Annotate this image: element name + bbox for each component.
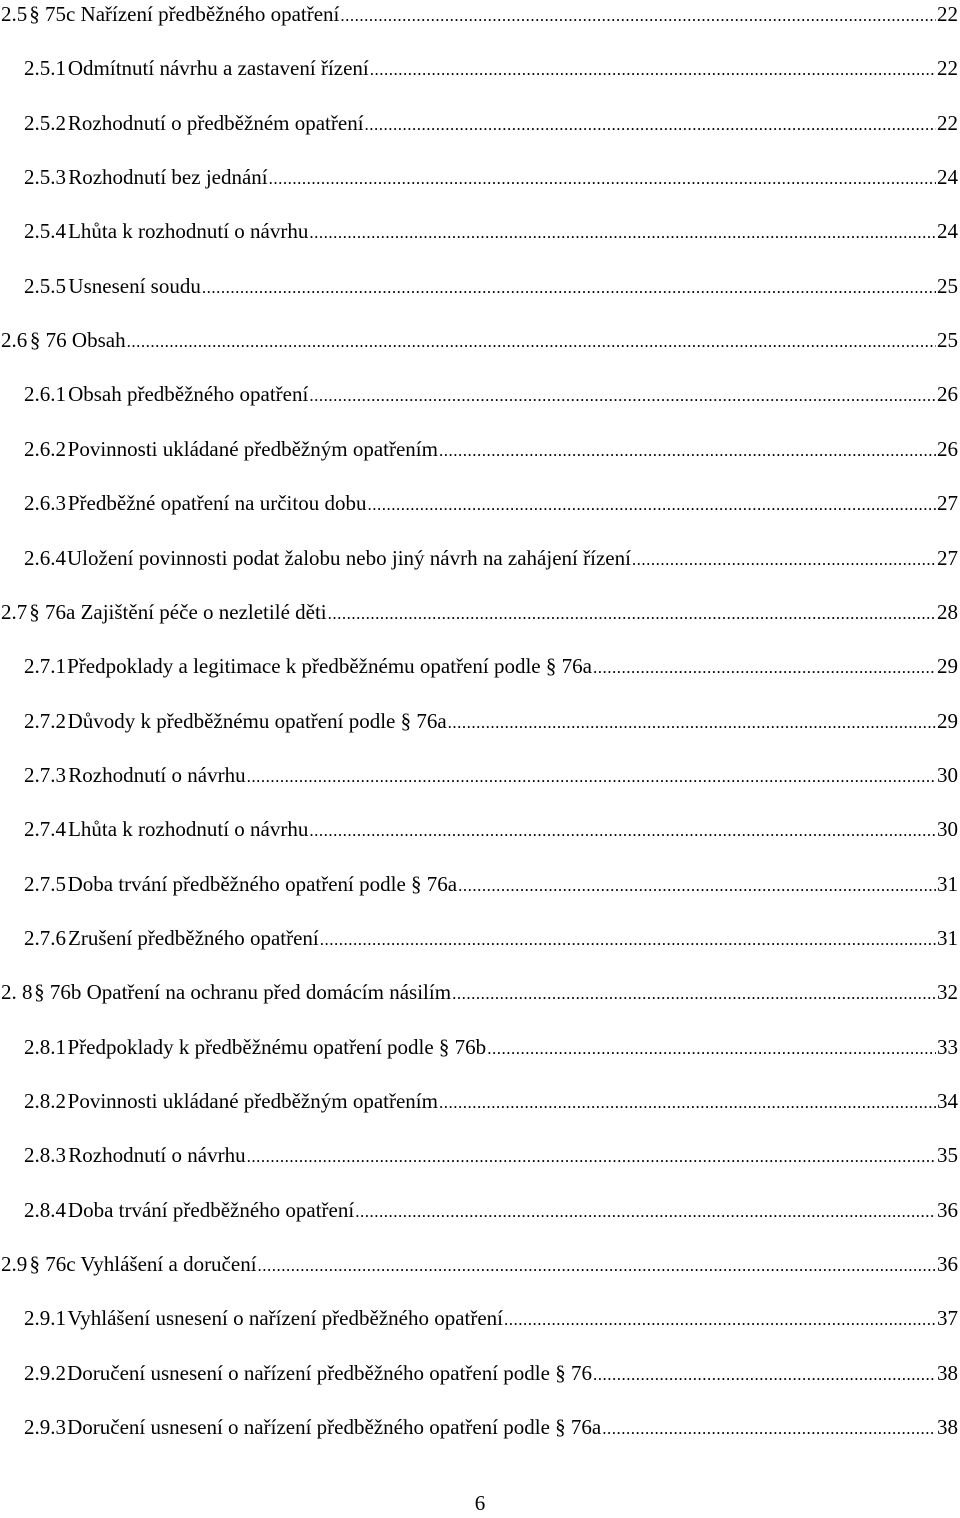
toc-entry-page: 26 bbox=[937, 382, 958, 407]
toc-entry[interactable] bbox=[0, 760, 958, 790]
toc-entry-page: 28 bbox=[937, 599, 958, 624]
toc-entry-number: 2.6.3 bbox=[24, 491, 66, 516]
toc-entry-number: 2. 8 bbox=[1, 980, 33, 1005]
toc-entry[interactable] bbox=[0, 488, 958, 518]
toc-dot-leader bbox=[269, 164, 936, 194]
toc-entry-page: 35 bbox=[937, 1143, 958, 1168]
toc-entry[interactable] bbox=[0, 651, 958, 681]
toc-entry-title: Lhůta k rozhodnutí o návrhu bbox=[68, 219, 309, 244]
toc-entry-page: 36 bbox=[937, 1197, 958, 1222]
toc-entry-page: 38 bbox=[937, 1415, 958, 1440]
toc-entry-page: 27 bbox=[937, 491, 958, 516]
toc-entry-title: Povinnosti ukládané předběžným opatřením bbox=[67, 1089, 438, 1113]
toc-entry[interactable] bbox=[0, 1086, 958, 1116]
toc-entry-title: Doba trvání předběžného opatření podle § 76a bbox=[67, 871, 458, 896]
toc-entry-page: 24 bbox=[937, 165, 958, 190]
toc-entry-title: Odmítnutí návrhu a zastavení řízení bbox=[67, 56, 369, 81]
toc-dot-leader bbox=[365, 110, 936, 140]
toc-entry[interactable] bbox=[0, 434, 958, 464]
toc-entry-page: 27 bbox=[937, 545, 958, 570]
toc-entry-page: 29 bbox=[937, 708, 958, 733]
toc-entry-title: § 76a Zajištění péče o nezletilé děti bbox=[29, 599, 327, 624]
toc-entry-number: 2.6.2 bbox=[24, 436, 66, 461]
toc-dot-leader bbox=[328, 599, 936, 629]
toc-dot-leader bbox=[504, 1305, 936, 1335]
toc-entry[interactable] bbox=[0, 53, 958, 83]
toc-entry-number: 2.7 bbox=[1, 599, 28, 624]
toc-dot-leader bbox=[439, 1088, 936, 1118]
toc-entry-page: 31 bbox=[937, 871, 958, 896]
toc-dot-leader bbox=[320, 925, 936, 955]
toc-dot-leader bbox=[632, 545, 936, 575]
toc-entry-title: § 76 Obsah bbox=[29, 328, 126, 353]
toc-entry-title: Lhůta k rozhodnutí o návrhu bbox=[68, 817, 309, 842]
toc-dot-leader bbox=[439, 436, 936, 466]
toc-entry-number: 2.8.1 bbox=[24, 1034, 66, 1059]
toc-dot-leader bbox=[602, 1414, 936, 1444]
toc-entry-page: 22 bbox=[937, 2, 958, 26]
toc-entry-page: 30 bbox=[937, 817, 958, 842]
toc-entry-page: 24 bbox=[937, 219, 958, 244]
toc-entry-page: 36 bbox=[937, 1252, 958, 1276]
toc-entry-number: 2.9 bbox=[1, 1252, 28, 1276]
toc-entry-number: 2.6 bbox=[1, 328, 28, 353]
toc-dot-leader bbox=[593, 653, 936, 683]
toc-entry-title: Důvody k předběžnému opatření podle § 76a bbox=[67, 708, 447, 733]
toc-entry[interactable] bbox=[0, 108, 958, 138]
toc-entry-page: 29 bbox=[937, 654, 958, 679]
toc-entry[interactable] bbox=[0, 923, 958, 953]
toc-entry-number: 2.8.2 bbox=[24, 1089, 66, 1113]
toc-entry-number: 2.5.4 bbox=[24, 219, 66, 244]
page-number: 6 bbox=[474, 1491, 486, 1515]
toc-dot-leader bbox=[367, 490, 936, 520]
toc-entry-title: Předpoklady a legitimace k předběžnému opatření podle § 76a bbox=[67, 654, 592, 679]
toc-dot-leader bbox=[448, 708, 936, 738]
toc-entry[interactable] bbox=[0, 216, 958, 246]
toc-entry-title: Usnesení soudu bbox=[68, 273, 201, 298]
toc-entry-title: Uložení povinnosti podat žalobu nebo jiný návrh na zahájení řízení bbox=[67, 545, 631, 570]
toc-entry[interactable] bbox=[0, 597, 958, 627]
toc-entry[interactable] bbox=[0, 706, 958, 736]
toc-entry[interactable] bbox=[0, 543, 958, 573]
toc-entry-number: 2.7.3 bbox=[24, 762, 66, 787]
toc-entry[interactable] bbox=[0, 1412, 958, 1442]
toc-dot-leader bbox=[370, 55, 936, 85]
toc-dot-leader bbox=[309, 816, 936, 846]
toc-entry[interactable] bbox=[0, 814, 958, 844]
toc-entry-title: Předběžné opatření na určitou dobu bbox=[67, 491, 367, 516]
toc-dot-leader bbox=[340, 1, 936, 31]
toc-entry-number: 2.6.4 bbox=[24, 545, 66, 570]
toc-entry[interactable] bbox=[0, 1195, 958, 1225]
toc-entry-title: Doručení usnesení o nařízení předběžného opatření podle § 76a bbox=[67, 1415, 602, 1440]
toc-dot-leader bbox=[593, 1360, 936, 1390]
toc-entry-number: 2.6.1 bbox=[24, 382, 66, 407]
toc-entry-number: 2.7.1 bbox=[24, 654, 66, 679]
toc-entry-number: 2.5 bbox=[1, 2, 28, 26]
toc-entry-title: Vyhlášení usnesení o nařízení předběžného opatření bbox=[67, 1306, 504, 1331]
toc-entry-number: 2.8.3 bbox=[24, 1143, 66, 1168]
toc-entry-title: Rozhodnutí o předběžném opatření bbox=[67, 110, 364, 135]
toc-entry[interactable] bbox=[0, 379, 958, 409]
toc-entry[interactable] bbox=[0, 1303, 958, 1333]
toc-entry-page: 37 bbox=[937, 1306, 958, 1331]
toc-entry[interactable] bbox=[0, 325, 958, 355]
toc-entry-title: Obsah předběžného opatření bbox=[68, 382, 309, 407]
toc-entry-number: 2.7.2 bbox=[24, 708, 66, 733]
toc-entry-page: 31 bbox=[937, 926, 958, 950]
toc-entry-title: Rozhodnutí bez jednání bbox=[68, 165, 268, 190]
toc-entry[interactable] bbox=[0, 1140, 958, 1170]
toc-entry[interactable] bbox=[0, 977, 958, 1007]
toc-entry[interactable] bbox=[0, 1032, 958, 1062]
toc-entry-page: 25 bbox=[937, 273, 958, 298]
toc-entry[interactable] bbox=[0, 271, 958, 301]
toc-entry-page: 34 bbox=[937, 1089, 958, 1113]
toc-entry-page: 32 bbox=[937, 980, 958, 1005]
toc-entry[interactable] bbox=[0, 869, 958, 899]
toc-entry-number: 2.5.2 bbox=[24, 110, 66, 135]
toc-entry-page: 38 bbox=[937, 1360, 958, 1385]
toc-entry-number: 2.7.5 bbox=[24, 871, 66, 896]
toc-entry-number: 2.5.5 bbox=[24, 273, 66, 298]
toc-entry[interactable] bbox=[0, 1249, 958, 1279]
toc-entry-page: 22 bbox=[937, 110, 958, 135]
toc-dot-leader bbox=[452, 979, 936, 1009]
toc-entry-number: 2.9.1 bbox=[24, 1306, 66, 1331]
toc-dot-leader bbox=[258, 1251, 936, 1281]
toc-dot-leader bbox=[355, 1197, 936, 1227]
toc-dot-leader bbox=[247, 762, 936, 792]
toc-entry-title: § 75c Nařízení předběžného opatření bbox=[29, 2, 340, 26]
toc-entry-page: 33 bbox=[937, 1034, 958, 1059]
toc-entry-title: § 76b Opatření na ochranu před domácím násilím bbox=[34, 980, 452, 1005]
toc-entry-title: Doručení usnesení o nařízení předběžného opatření podle § 76 bbox=[67, 1360, 592, 1385]
toc-entry-number: 2.8.4 bbox=[24, 1197, 66, 1222]
toc-entry-number: 2.7.4 bbox=[24, 817, 66, 842]
toc-entry-number: 2.5.1 bbox=[24, 56, 66, 81]
toc-dot-leader bbox=[202, 273, 936, 303]
toc-entry-title: Doba trvání předběžného opatření bbox=[67, 1197, 355, 1222]
toc-dot-leader bbox=[247, 1142, 936, 1172]
toc-entry-title: Rozhodnutí o návrhu bbox=[68, 1143, 246, 1168]
toc-entry-number: 2.9.2 bbox=[24, 1360, 66, 1385]
toc-entry-page: 26 bbox=[937, 436, 958, 461]
toc-entry-number: 2.5.3 bbox=[24, 165, 66, 190]
toc-entry-page: 25 bbox=[937, 328, 958, 353]
toc-entry-page: 30 bbox=[937, 762, 958, 787]
toc-entry[interactable] bbox=[0, 1358, 958, 1388]
toc-dot-leader bbox=[458, 871, 936, 901]
toc-entry-number: 2.9.3 bbox=[24, 1415, 66, 1440]
toc-entry-title: Povinnosti ukládané předběžným opatřením bbox=[67, 436, 438, 461]
toc-dot-leader bbox=[487, 1034, 936, 1064]
toc-entry-title: § 76c Vyhlášení a doručení bbox=[29, 1252, 257, 1276]
toc-entry-title: Předpoklady k předběžnému opatření podle § 76b bbox=[67, 1034, 487, 1059]
toc-entry[interactable] bbox=[0, 0, 958, 29]
toc-dot-leader bbox=[309, 218, 936, 248]
toc-dot-leader bbox=[309, 381, 936, 411]
toc-entry[interactable] bbox=[0, 162, 958, 192]
toc-dot-leader bbox=[127, 327, 936, 357]
toc-entry-page: 22 bbox=[937, 56, 958, 81]
toc-entry-title: Rozhodnutí o návrhu bbox=[68, 762, 246, 787]
toc-entry-title: Zrušení předběžného opatření bbox=[68, 926, 319, 950]
toc-entry-number: 2.7.6 bbox=[24, 926, 66, 950]
